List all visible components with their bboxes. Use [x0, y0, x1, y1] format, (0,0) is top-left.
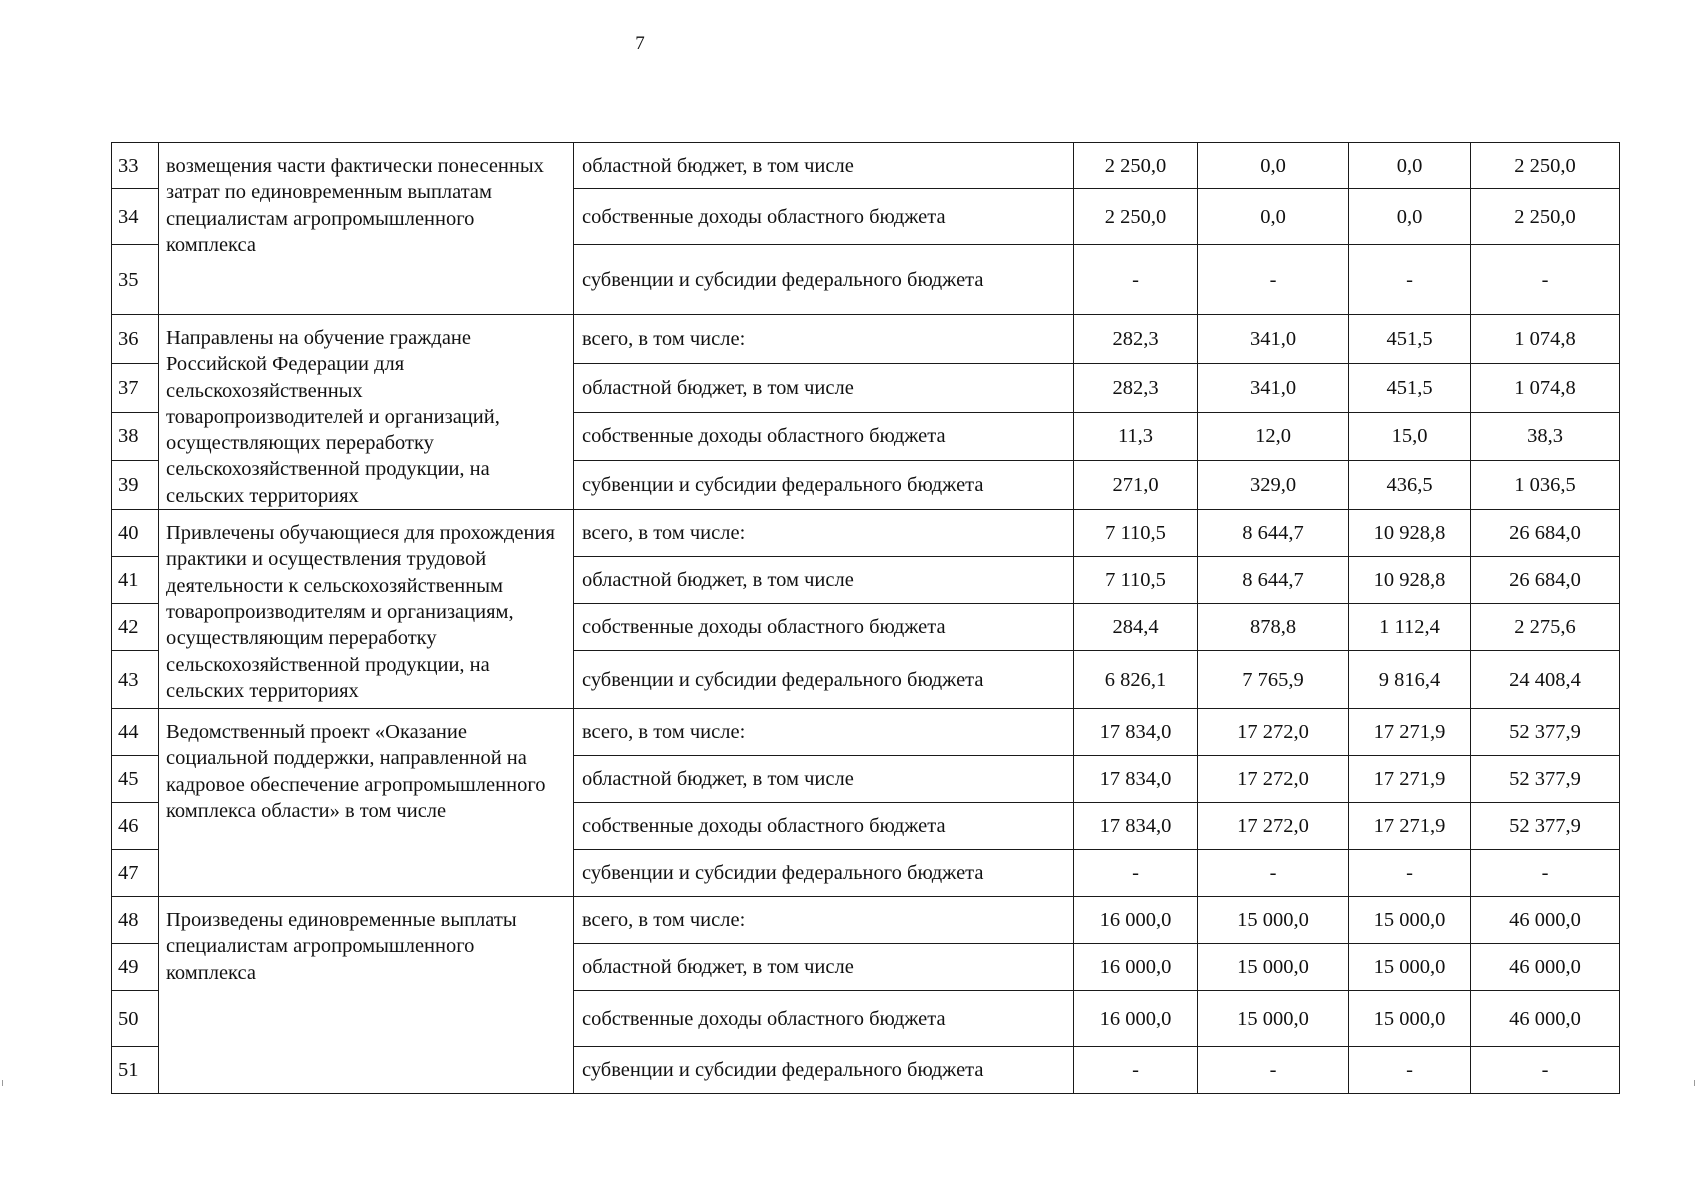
year3-value-cell: 17 271,9	[1349, 709, 1471, 756]
year3-value-cell: 451,5	[1349, 315, 1471, 364]
funding-source-cell: областной бюджет, в том числе	[574, 143, 1074, 189]
funding-source-cell: субвенции и субсидии федерального бюджета	[574, 651, 1074, 709]
total-value-cell: 52 377,9	[1471, 709, 1620, 756]
row-number-cell: 47	[112, 850, 159, 897]
row-number-cell: 34	[112, 189, 159, 245]
page-number: 7	[635, 33, 645, 54]
row-number-cell: 50	[112, 991, 159, 1047]
year2-value-cell: 8 644,7	[1198, 510, 1349, 557]
row-number-cell: 45	[112, 756, 159, 803]
year3-value-cell: 436,5	[1349, 461, 1471, 510]
year1-value-cell: -	[1074, 245, 1198, 315]
total-value-cell: -	[1471, 245, 1620, 315]
funding-source-cell: субвенции и субсидии федерального бюджета	[574, 1047, 1074, 1094]
year3-value-cell: 17 271,9	[1349, 756, 1471, 803]
total-value-cell: 46 000,0	[1471, 897, 1620, 944]
total-value-cell: -	[1471, 850, 1620, 897]
row-number-cell: 44	[112, 709, 159, 756]
funding-source-cell: всего, в том числе:	[574, 897, 1074, 944]
row-number-cell: 48	[112, 897, 159, 944]
row-number-cell: 42	[112, 604, 159, 651]
row-number-cell: 37	[112, 363, 159, 412]
row-number-cell: 39	[112, 461, 159, 510]
funding-source-cell: областной бюджет, в том числе	[574, 557, 1074, 604]
indicator-description-cell: Ведомственный проект «Оказание социальной поддержки, направленной на кадровое обеспечение агропромышленного комплекса области» в том числе	[159, 709, 574, 897]
year2-value-cell: 341,0	[1198, 363, 1349, 412]
funding-source-cell: собственные доходы областного бюджета	[574, 189, 1074, 245]
scan-edge-mark	[1694, 1080, 1695, 1086]
total-value-cell: 1 074,8	[1471, 315, 1620, 364]
year2-value-cell: -	[1198, 850, 1349, 897]
funding-source-cell: областной бюджет, в том числе	[574, 363, 1074, 412]
table-row	[112, 510, 1620, 557]
year3-value-cell: -	[1349, 1047, 1471, 1094]
row-number-cell: 43	[112, 651, 159, 709]
total-value-cell: 38,3	[1471, 412, 1620, 461]
indicator-description-cell: возмещения части фактически понесенных затрат по единовременным выплатам специалистам агропромышленного комплекса	[159, 143, 574, 315]
row-number-cell: 40	[112, 510, 159, 557]
year3-value-cell: -	[1349, 850, 1471, 897]
year2-value-cell: 17 272,0	[1198, 803, 1349, 850]
row-number-cell: 46	[112, 803, 159, 850]
row-number-cell: 35	[112, 245, 159, 315]
year1-value-cell: 6 826,1	[1074, 651, 1198, 709]
row-number-cell: 33	[112, 143, 159, 189]
funding-source-cell: субвенции и субсидии федерального бюджета	[574, 245, 1074, 315]
year2-value-cell: 15 000,0	[1198, 897, 1349, 944]
year1-value-cell: -	[1074, 1047, 1198, 1094]
total-value-cell: -	[1471, 1047, 1620, 1094]
funding-source-cell: всего, в том числе:	[574, 709, 1074, 756]
year2-value-cell: 17 272,0	[1198, 709, 1349, 756]
year1-value-cell: 282,3	[1074, 363, 1198, 412]
row-number-cell: 41	[112, 557, 159, 604]
year3-value-cell: 10 928,8	[1349, 557, 1471, 604]
year1-value-cell: 16 000,0	[1074, 944, 1198, 991]
year2-value-cell: -	[1198, 245, 1349, 315]
year1-value-cell: 2 250,0	[1074, 143, 1198, 189]
year3-value-cell: 0,0	[1349, 189, 1471, 245]
table-row	[112, 143, 1620, 189]
funding-source-cell: собственные доходы областного бюджета	[574, 604, 1074, 651]
funding-source-cell: всего, в том числе:	[574, 510, 1074, 557]
year1-value-cell: 7 110,5	[1074, 557, 1198, 604]
funding-source-cell: собственные доходы областного бюджета	[574, 803, 1074, 850]
total-value-cell: 1 036,5	[1471, 461, 1620, 510]
year1-value-cell: 16 000,0	[1074, 991, 1198, 1047]
row-number-cell: 36	[112, 315, 159, 364]
year3-value-cell: -	[1349, 245, 1471, 315]
year1-value-cell: 7 110,5	[1074, 510, 1198, 557]
year3-value-cell: 1 112,4	[1349, 604, 1471, 651]
table-row	[112, 315, 1620, 364]
year2-value-cell: 0,0	[1198, 189, 1349, 245]
year3-value-cell: 15 000,0	[1349, 944, 1471, 991]
total-value-cell: 46 000,0	[1471, 991, 1620, 1047]
funding-source-cell: всего, в том числе:	[574, 315, 1074, 364]
year1-value-cell: 17 834,0	[1074, 756, 1198, 803]
total-value-cell: 2 250,0	[1471, 189, 1620, 245]
year2-value-cell: 12,0	[1198, 412, 1349, 461]
total-value-cell: 52 377,9	[1471, 756, 1620, 803]
year1-value-cell: 2 250,0	[1074, 189, 1198, 245]
year1-value-cell: 284,4	[1074, 604, 1198, 651]
total-value-cell: 2 275,6	[1471, 604, 1620, 651]
year3-value-cell: 17 271,9	[1349, 803, 1471, 850]
budget-table	[111, 142, 1620, 1094]
year2-value-cell: 15 000,0	[1198, 944, 1349, 991]
year3-value-cell: 15 000,0	[1349, 991, 1471, 1047]
funding-source-cell: собственные доходы областного бюджета	[574, 412, 1074, 461]
row-number-cell: 49	[112, 944, 159, 991]
year1-value-cell: 282,3	[1074, 315, 1198, 364]
year2-value-cell: 341,0	[1198, 315, 1349, 364]
year2-value-cell: 7 765,9	[1198, 651, 1349, 709]
funding-source-cell: субвенции и субсидии федерального бюджета	[574, 850, 1074, 897]
year3-value-cell: 9 816,4	[1349, 651, 1471, 709]
indicator-description-cell: Направлены на обучение граждане Российской Федерации для сельскохозяйственных товаропроизводителей и организаций, осуществляющих переработку сельскохозяйственной продукции, на сельских территориях	[159, 315, 574, 510]
row-number-cell: 51	[112, 1047, 159, 1094]
year1-value-cell: 17 834,0	[1074, 709, 1198, 756]
year3-value-cell: 10 928,8	[1349, 510, 1471, 557]
indicator-description-cell: Привлечены обучающиеся для прохождения практики и осуществления трудовой деятельности к сельскохозяйственным товаропроизводителям и организациям, осуществляющим переработку сельскохозяйственной продукции, на сельских территориях	[159, 510, 574, 709]
year3-value-cell: 15,0	[1349, 412, 1471, 461]
total-value-cell: 1 074,8	[1471, 363, 1620, 412]
total-value-cell: 2 250,0	[1471, 143, 1620, 189]
year2-value-cell: 329,0	[1198, 461, 1349, 510]
row-number-cell: 38	[112, 412, 159, 461]
table-row	[112, 709, 1620, 756]
year1-value-cell: 271,0	[1074, 461, 1198, 510]
funding-source-cell: собственные доходы областного бюджета	[574, 991, 1074, 1047]
year1-value-cell: 16 000,0	[1074, 897, 1198, 944]
year2-value-cell: 17 272,0	[1198, 756, 1349, 803]
scan-edge-mark	[2, 1080, 3, 1086]
year1-value-cell: 11,3	[1074, 412, 1198, 461]
total-value-cell: 46 000,0	[1471, 944, 1620, 991]
year2-value-cell: -	[1198, 1047, 1349, 1094]
funding-source-cell: областной бюджет, в том числе	[574, 756, 1074, 803]
indicator-description-cell: Произведены единовременные выплаты специалистам агропромышленного комплекса	[159, 897, 574, 1094]
year1-value-cell: -	[1074, 850, 1198, 897]
total-value-cell: 52 377,9	[1471, 803, 1620, 850]
year2-value-cell: 0,0	[1198, 143, 1349, 189]
funding-source-cell: субвенции и субсидии федерального бюджета	[574, 461, 1074, 510]
funding-source-cell: областной бюджет, в том числе	[574, 944, 1074, 991]
year2-value-cell: 8 644,7	[1198, 557, 1349, 604]
year3-value-cell: 451,5	[1349, 363, 1471, 412]
table-row	[112, 897, 1620, 944]
total-value-cell: 26 684,0	[1471, 557, 1620, 604]
year1-value-cell: 17 834,0	[1074, 803, 1198, 850]
year3-value-cell: 0,0	[1349, 143, 1471, 189]
year2-value-cell: 878,8	[1198, 604, 1349, 651]
year3-value-cell: 15 000,0	[1349, 897, 1471, 944]
total-value-cell: 24 408,4	[1471, 651, 1620, 709]
total-value-cell: 26 684,0	[1471, 510, 1620, 557]
year2-value-cell: 15 000,0	[1198, 991, 1349, 1047]
